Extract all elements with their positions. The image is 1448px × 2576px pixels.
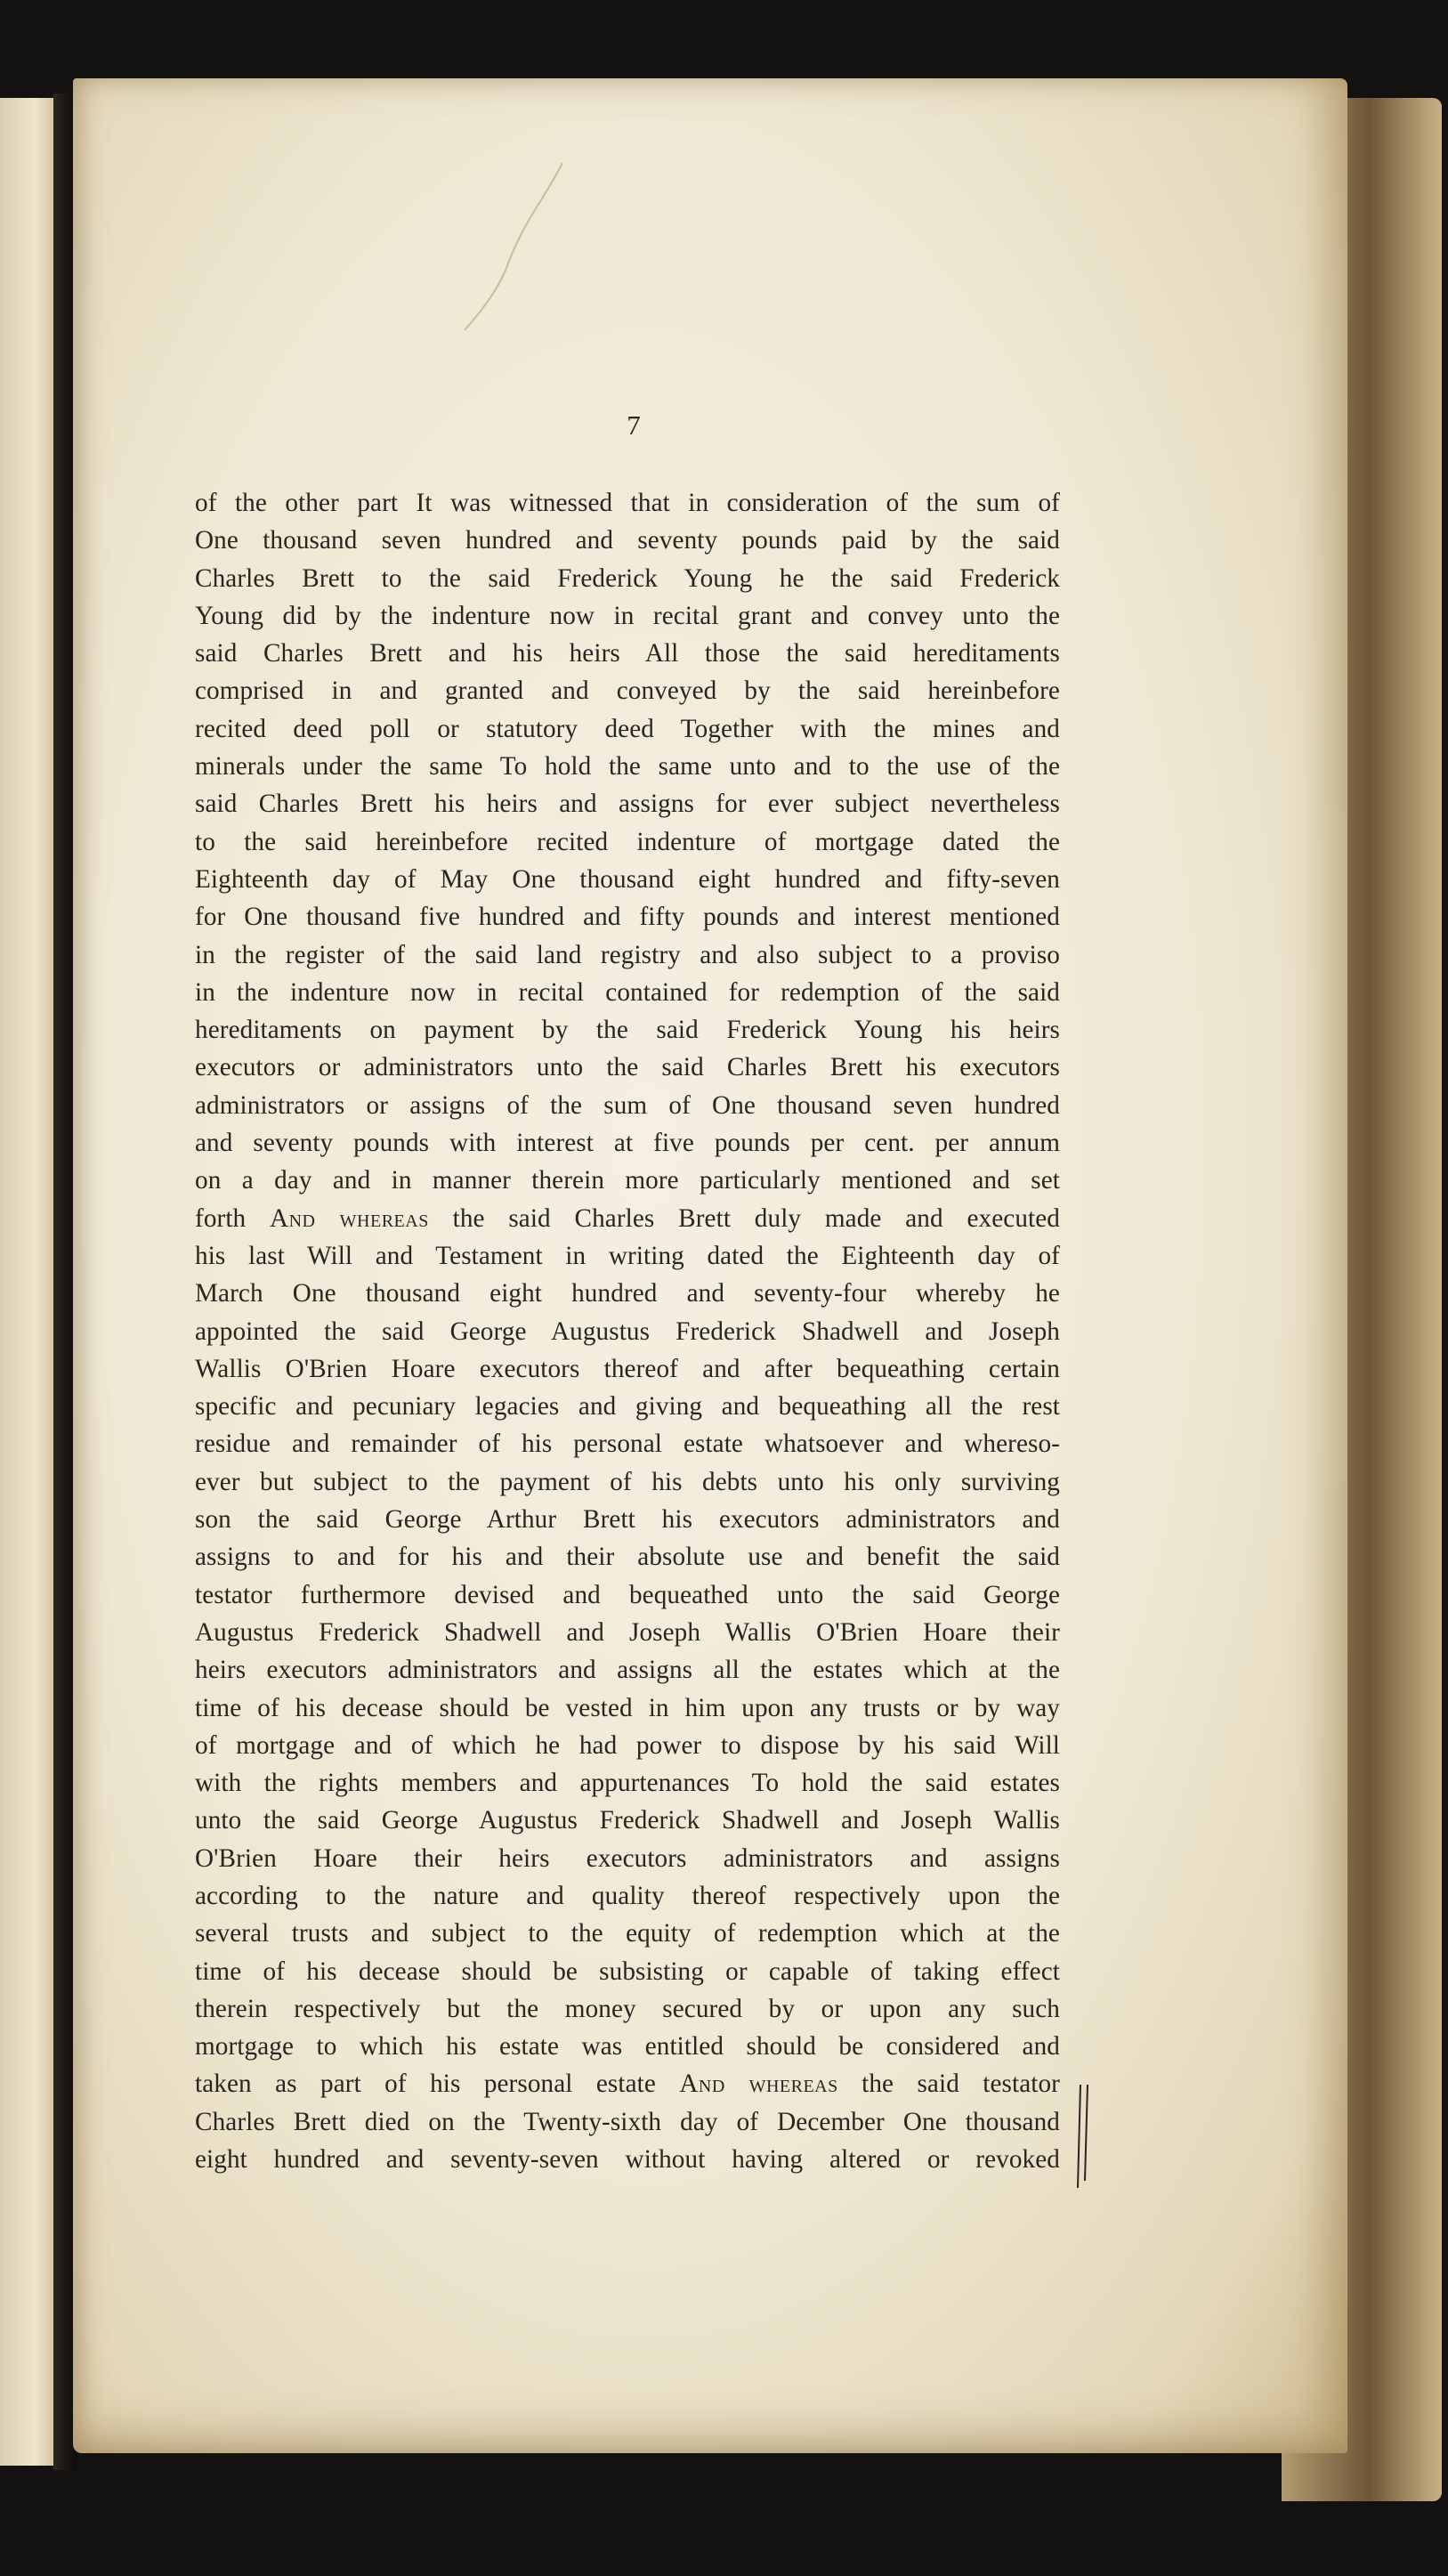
text-line: assigns to and for his and their absolute use and benefit the said — [195, 1543, 1060, 1572]
text-line: March One thousand eight hundred and seventy-four whereby he — [195, 1279, 1060, 1308]
text-line: said Charles Brett and his heirs All those the said hereditaments — [195, 639, 1060, 668]
text-line: specific and pecuniary legacies and giving and bequeathing all the rest — [195, 1392, 1060, 1422]
paper-crease — [456, 163, 580, 332]
text-line: Young did by the indenture now in recital grant and convey unto the — [195, 601, 1060, 630]
text-line: son the said George Arthur Brett his executors administrators and — [195, 1505, 1060, 1535]
text-line: forth And whereas the said Charles Brett duly made and executed — [195, 1203, 1060, 1233]
text-line: time of his decease should be vested in him upon any trusts or by way — [195, 1693, 1060, 1722]
text-line: unto the said George Augustus Frederick Shadwell and Joseph Wallis — [195, 1806, 1060, 1835]
text-line: with the rights members and appurtenances To hold the said estates — [195, 1769, 1060, 1798]
text-line: mortgage to which his estate was entitled should be considered and — [195, 2032, 1060, 2062]
document-page — [73, 78, 1347, 2453]
text-line: One thousand seven hundred and seventy pounds paid by the said — [195, 526, 1060, 555]
text-line: taken as part of his personal estate And whereas the said testator — [195, 2070, 1060, 2099]
text-line: residue and remainder of his personal estate whatsoever and whereso- — [195, 1430, 1060, 1459]
text-line: Wallis O'Brien Hoare executors thereof and after bequeathing certain — [195, 1354, 1060, 1383]
text-line: Charles Brett to the said Frederick Young he the said Frederick — [195, 563, 1060, 593]
text-line: his last Will and Testament in writing dated the Eighteenth day of — [195, 1241, 1060, 1270]
text-line: hereditaments on payment by the said Frederick Young his heirs — [195, 1016, 1060, 1045]
text-line: administrators or assigns of the sum of One thousand seven hundred — [195, 1090, 1060, 1120]
text-line: Charles Brett died on the Twenty-sixth day of December One thousand — [195, 2107, 1060, 2136]
text-line: of mortgage and of which he had power to dispose by his said Will — [195, 1730, 1060, 1760]
text-line: eight hundred and seventy-seven without having altered or revoked — [195, 2145, 1060, 2175]
text-line: of the other part It was witnessed that in consideration of the sum of — [195, 489, 1060, 517]
text-line: and seventy pounds with interest at five pounds per cent. per annum — [195, 1129, 1060, 1158]
text-line: heirs executors administrators and assigns all the estates which at the — [195, 1656, 1060, 1685]
text-line: appointed the said George Augustus Frederick Shadwell and Joseph — [195, 1316, 1060, 1346]
text-line: recited deed poll or statutory deed Together with the mines and — [195, 714, 1060, 743]
text-line: according to the nature and quality thereof respectively upon the — [195, 1881, 1060, 1910]
text-line: Augustus Frederick Shadwell and Joseph Wallis O'Brien Hoare their — [195, 1617, 1060, 1647]
text-line: several trusts and subject to the equity of redemption which at the — [195, 1919, 1060, 1948]
body-text — [195, 484, 1060, 2178]
text-line: to the said hereinbefore recited indenture of mortgage dated the — [195, 827, 1060, 856]
text-line: ever but subject to the payment of his debts unto his only surviving — [195, 1467, 1060, 1496]
text-line: Eighteenth day of May One thousand eight hundred and fifty-seven — [195, 864, 1060, 894]
margin-mark — [1075, 2083, 1091, 2190]
text-line: O'Brien Hoare their heirs executors administrators and assigns — [195, 1843, 1060, 1873]
text-line: for One thousand five hundred and fifty pounds and interest mentioned — [195, 903, 1060, 932]
text-line: testator furthermore devised and bequeathed unto the said George — [195, 1580, 1060, 1609]
text-line: comprised in and granted and conveyed by the said hereinbefore — [195, 676, 1060, 706]
text-line: time of his decease should be subsisting or capable of taking effect — [195, 1956, 1060, 1986]
text-line: in the register of the said land registry and also subject to a proviso — [195, 940, 1060, 969]
page-number: 7 — [627, 409, 641, 441]
text-line: minerals under the same To hold the same unto and to the use of the — [195, 752, 1060, 782]
text-line: in the indenture now in recital contained for redemption of the said — [195, 977, 1060, 1007]
text-line: executors or administrators unto the said Charles Brett his executors — [195, 1053, 1060, 1082]
text-line: on a day and in manner therein more particularly mentioned and set — [195, 1166, 1060, 1195]
text-line: therein respectively but the money secured by or upon any such — [195, 1994, 1060, 2023]
text-line: said Charles Brett his heirs and assigns for ever subject nevertheless — [195, 790, 1060, 819]
